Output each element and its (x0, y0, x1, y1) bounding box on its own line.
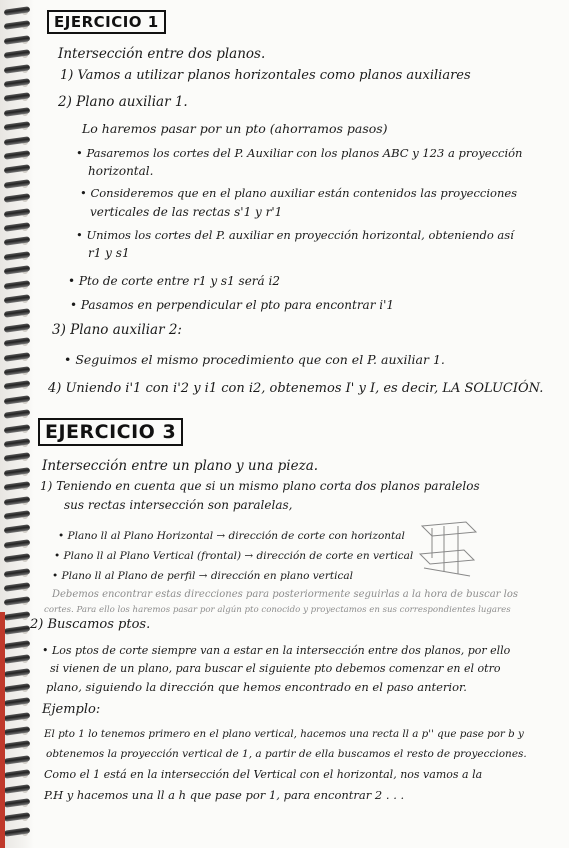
exercise-1-title: EJERCICIO 1 (47, 10, 166, 34)
step-1-text: 1) Vamos a utilizar planos horizontales como planos auxiliares (60, 68, 471, 83)
step-2-note: Lo haremos pasar por un pto (ahorramos pasos) (82, 121, 388, 136)
spiral-ring (4, 597, 31, 607)
spiral-ring (4, 21, 31, 31)
spiral-ring (4, 237, 31, 247)
step-2-title: 2) Plano auxiliar 1. (58, 94, 188, 110)
step-4-text: 4) Uniendo i'1 con i'2 y i1 con i2, obtenemos I' y I, es decir, LA SOLUCIÓN. (48, 381, 544, 396)
example-line-1: El pto 1 lo tenemos primero en el plano vertical, hacemos una recta ll a p'' que pase por b y (44, 728, 524, 740)
spiral-binding (0, 0, 34, 848)
exercise-1-heading: Intersección entre dos planos. (58, 46, 266, 62)
step-2-bullet-1: • Pasaremos los cortes del P. Auxiliar con los planos ABC y 123 a proyección (76, 146, 523, 160)
ex3-case-horizontal: • Plano ll al Plano Horizontal → dirección de corte con horizontal (58, 530, 405, 542)
ex3-case-profile: • Plano ll al Plano de perfil → dirección en plano vertical (52, 570, 353, 582)
example-line-4: P.H y hacemos una ll a h que pase por 1, para encontrar 2 . . . (44, 788, 405, 802)
spiral-ring (4, 741, 31, 751)
spiral-ring (4, 93, 31, 103)
spiral-ring (4, 669, 31, 679)
parallel-planes-sketch (414, 514, 484, 584)
exercise-3-title: EJERCICIO 3 (38, 418, 183, 446)
step-2-bullet-5: • Pasamos en perpendicular el pto para encontrar i'1 (70, 298, 395, 312)
ex3-step-2-line-1: • Los ptos de corte siempre van a estar en la intersección entre dos planos, por ello (42, 644, 511, 657)
step-3-bullet: • Seguimos el mismo procedimiento que con el P. auxiliar 1. (64, 352, 445, 367)
spiral-ring (4, 381, 31, 391)
example-line-2: obtenemos la proyección vertical de 1, a partir de ella buscamos el resto de proyecciones. (46, 748, 527, 760)
spiral-ring (4, 813, 31, 823)
spiral-ring (4, 309, 31, 319)
ex3-step-2-line-2: si vienen de un plano, para buscar el siguiente pto debemos comenzar en el otro (50, 662, 501, 675)
example-line-3: Como el 1 está en la intersección del Vertical con el horizontal, nos vamos a la (44, 768, 483, 781)
pencil-note-line-2: cortes. Para ello los haremos pasar por algún pto conocido y proyectamos en sus correspondientes lugares (44, 605, 511, 615)
spiral-ring (4, 165, 31, 175)
ex3-step-2-line-3: plano, siguiendo la dirección que hemos encontrado en el paso anterior. (46, 680, 467, 694)
ex3-case-vertical: • Plano ll al Plano Vertical (frontal) → dirección de corte en vertical (54, 550, 414, 562)
spiral-ring (4, 453, 31, 463)
spiral-ring (4, 525, 31, 535)
step-2-bullet-4: • Pto de corte entre r1 y s1 será i2 (68, 274, 280, 288)
pencil-note-line-1: Debemos encontrar estas direcciones para posteriormente seguirlas a la hora de buscar los (52, 589, 518, 600)
step-2-bullet-1-cont: horizontal. (88, 164, 154, 178)
notebook-cover-edge (0, 612, 5, 848)
exercise-3-heading: Intersección entre un plano y una pieza. (42, 458, 319, 474)
ex3-step-1-cont: sus rectas intersección son paralelas, (64, 498, 293, 512)
step-2-bullet-2-cont: verticales de las rectas s'1 y r'1 (90, 205, 283, 219)
ex3-step-2-title: 2) Buscamos ptos. (30, 617, 151, 632)
step-3-title: 3) Plano auxiliar 2: (52, 322, 182, 338)
ex3-step-1-text: 1) Teniendo en cuenta que si un mismo plano corta dos planos paralelos (40, 479, 480, 493)
step-2-bullet-3-cont: r1 y s1 (88, 246, 130, 260)
step-2-bullet-3: • Unimos los cortes del P. auxiliar en proyección horizontal, obteniendo así (76, 228, 514, 242)
example-label: Ejemplo: (42, 702, 101, 717)
step-2-bullet-2: • Consideremos que en el plano auxiliar están contenidos las proyecciones (80, 186, 518, 200)
